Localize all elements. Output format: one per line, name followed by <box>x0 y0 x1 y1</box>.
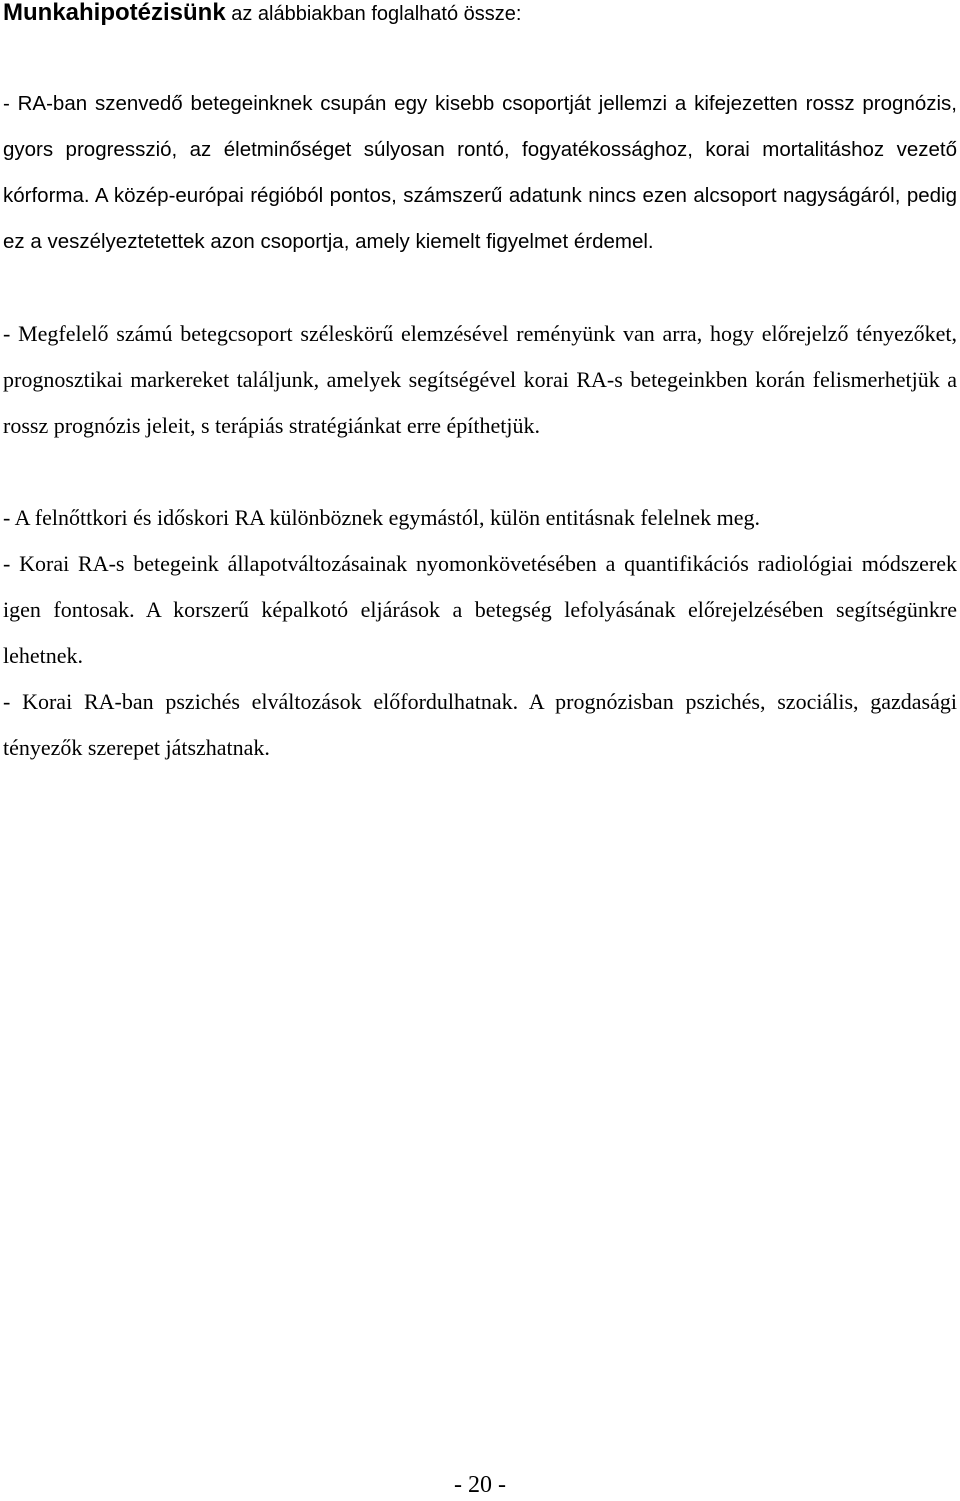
hypothesis-paragraph-3: - A felnőttkori és időskori RA különböznek egymástól, külön entitásnak felelnek meg. <box>3 505 761 530</box>
hypothesis-paragraph-5: - Korai RA-ban pszichés elváltozások előfordulhatnak. A prognózisban pszichés, szociális, gazdasági tényezők szerepet játszhatnak. <box>3 689 957 760</box>
section-heading <box>3 0 957 29</box>
heading-title: Munkahipotézisünk <box>3 0 226 26</box>
hypothesis-paragraph-4: - Korai RA-s betegeink állapotváltozásainak nyomonkövetésében a quantifikációs radiológiai módszerek igen fontosak. A korszerű képalkotó eljárások a betegség lefolyásának előrejelzésében segítségünkre lehetnek. <box>3 551 957 668</box>
hypothesis-paragraph-1: - RA-ban szenvedő betegeinknek csupán egy kisebb csoportját jellemzi a kifejezetten rossz prognózis, gyors progresszió, az életminőséget súlyosan rontó, fogyatékossághoz, korai mortalitáshoz vezető kórforma. A közép-európai régióból pontos, számszerű adatunk nincs ezen alcsoport nagyságáról, pedig ez a veszélyeztetettek azon csoportja, amely kiemelt figyelmet érdemel. <box>3 92 957 253</box>
hypothesis-paragraph-2: - Megfelelő számú betegcsoport széleskörű elemzésével reményünk van arra, hogy előrejelző tényezőket, prognosztikai markereket találjunk, amelyek segítségével korai RA-s betegeinkben korán felismerhetjük a rossz prognózis jeleit, s terápiás stratégiánkat erre építhetjük. <box>3 321 957 438</box>
heading-subtitle: az alábbiakban foglalható össze: <box>225 3 522 25</box>
page-number: - 20 - <box>454 1472 506 1498</box>
